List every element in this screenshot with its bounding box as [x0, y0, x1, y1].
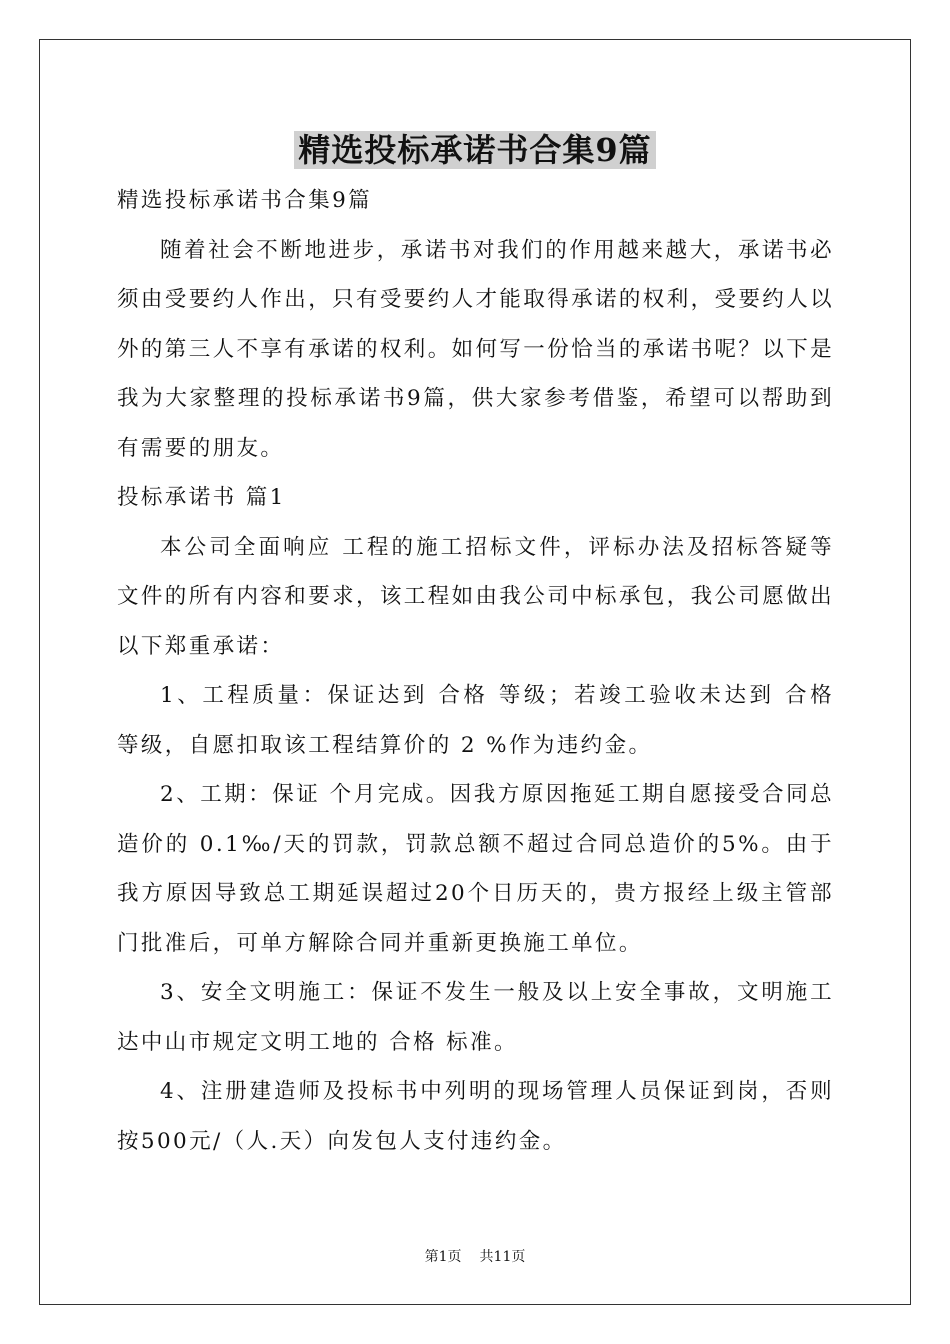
section-heading: 投标承诺书 篇1 [117, 485, 286, 510]
page-number: 第1页 [424, 1249, 462, 1265]
commitment-item-4: 4、注册建造师及投标书中列明的现场管理人员保证到岗，否则按500元/（人.天）向发包人支付违约金。 [117, 1079, 834, 1154]
total-pages: 共11页 [479, 1249, 526, 1265]
subtitle-paragraph: 精选投标承诺书合集9篇 [117, 188, 373, 213]
page-footer [0, 1247, 950, 1267]
body-paragraph: 本公司全面响应 工程的施工招标文件，评标办法及招标答疑等文件的所有内容和要求，该工程如由我公司中标承包，我公司愿做出以下郑重承诺： [117, 534, 835, 659]
document-title [0, 124, 950, 176]
commitment-item-1: 1、工程质量：保证达到 合格 等级；若竣工验收未达到 合格 等级，自愿扣取该工程结算价的 2 %作为违约金。 [117, 683, 834, 758]
intro-paragraph: 随着社会不断地进步，承诺书对我们的作用越来越大，承诺书必须由受要约人作出，只有受要约人才能取得承诺的权利，受要约人以外的第三人不享有承诺的权利。如何写一份恰当的承诺书呢？以下是我为大家整理的投标承诺书9篇，供大家参考借鉴，希望可以帮助到有需要的朋友。 [117, 237, 835, 461]
commitment-item-2: 2、工期：保证 个月完成。因我方原因拖延工期自愿接受合同总造价的 0.1‰/天的罚款，罚款总额不超过合同总造价的5%。由于我方原因导致总工期延误超过20个日历天的，贵方报经上级主管部门批准后，可单方解除合同并重新更换施工单位。 [117, 782, 834, 956]
commitment-item-3: 3、安全文明施工：保证不发生一般及以上安全事故，文明施工达中山市规定文明工地的 合格 标准。 [117, 980, 834, 1055]
document-body [117, 176, 834, 1166]
document-title-text: 精选投标承诺书合集9篇 [294, 131, 655, 169]
